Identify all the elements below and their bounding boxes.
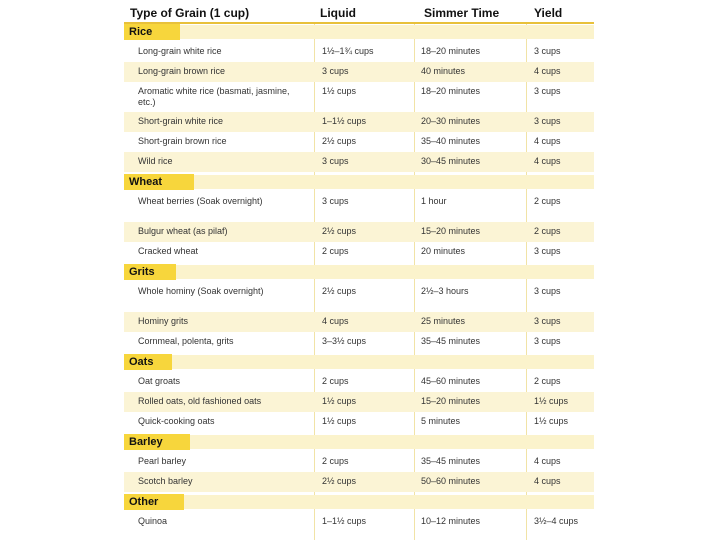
table-row	[124, 242, 594, 262]
section-band	[124, 355, 594, 369]
liquid-cell: 1½ cups	[322, 416, 357, 426]
table-row	[124, 82, 594, 112]
section-title-oats: Oats	[124, 354, 172, 370]
table-row	[124, 312, 594, 332]
header-rule	[124, 22, 594, 24]
yield-cell: 4 cups	[534, 456, 561, 466]
table-row	[124, 512, 594, 532]
yield-cell: 4 cups	[534, 476, 561, 486]
grain-cell: Aromatic white rice (basmati, jasmine, etc.)	[138, 86, 290, 107]
table-row	[124, 152, 594, 172]
simmer-time-cell: 5 minutes	[421, 416, 461, 426]
header-yield: Yield	[534, 6, 563, 20]
yield-cell: 3 cups	[534, 46, 561, 56]
table-row	[124, 372, 594, 392]
grain-cell: Short-grain white rice	[138, 116, 224, 126]
table-row	[124, 42, 594, 62]
liquid-cell: 1½ cups	[322, 86, 357, 96]
simmer-time-cell: 35–40 minutes	[421, 136, 481, 146]
liquid-cell: 3 cups	[322, 66, 349, 76]
section-band	[124, 265, 594, 279]
yield-cell: 3 cups	[534, 286, 561, 296]
simmer-time-cell: 30–45 minutes	[421, 156, 481, 166]
table-row	[124, 192, 594, 222]
liquid-cell: 2½ cups	[322, 476, 357, 486]
grain-cooking-chart	[124, 0, 594, 540]
liquid-cell: 2 cups	[322, 456, 349, 466]
section-band	[124, 495, 594, 509]
table-row	[124, 132, 594, 152]
simmer-time-cell: 25 minutes	[421, 316, 466, 326]
yield-cell: 4 cups	[534, 66, 561, 76]
grain-cell: Hominy grits	[138, 316, 189, 326]
simmer-time-cell: 15–20 minutes	[421, 226, 481, 236]
header-liquid: Liquid	[320, 6, 356, 20]
table-row	[124, 452, 594, 472]
grain-cell: Whole hominy (Soak overnight)	[138, 286, 264, 296]
yield-cell: 4 cups	[534, 136, 561, 146]
section-title-wheat: Wheat	[124, 174, 194, 190]
section-title-other: Other	[124, 494, 184, 510]
yield-cell: 4 cups	[534, 156, 561, 166]
yield-cell: 3½–4 cups	[534, 516, 579, 526]
liquid-cell: 1½ cups	[322, 396, 357, 406]
yield-cell: 2 cups	[534, 196, 561, 206]
yield-cell: 3 cups	[534, 116, 561, 126]
table-row	[124, 112, 594, 132]
liquid-cell: 2½ cups	[322, 226, 357, 236]
simmer-time-cell: 45–60 minutes	[421, 376, 481, 386]
grain-cell: Quick-cooking oats	[138, 416, 215, 426]
liquid-cell: 2½ cups	[322, 136, 357, 146]
yield-cell: 3 cups	[534, 86, 561, 96]
table-row	[124, 412, 594, 432]
yield-cell: 1½ cups	[534, 416, 569, 426]
grain-cell: Long-grain brown rice	[138, 66, 226, 76]
table-row	[124, 62, 594, 82]
simmer-time-cell: 40 minutes	[421, 66, 466, 76]
grain-cell: Long-grain white rice	[138, 46, 222, 56]
grain-cell: Rolled oats, old fashioned oats	[138, 396, 262, 406]
liquid-cell: 2 cups	[322, 246, 349, 256]
section-band	[124, 435, 594, 449]
table-row	[124, 332, 594, 352]
liquid-cell: 2 cups	[322, 376, 349, 386]
section-band	[124, 25, 594, 39]
yield-cell: 3 cups	[534, 246, 561, 256]
simmer-time-cell: 15–20 minutes	[421, 396, 481, 406]
grain-cell: Wheat berries (Soak overnight)	[138, 196, 263, 206]
header-grain: Type of Grain (1 cup)	[130, 6, 250, 20]
simmer-time-cell: 20 minutes	[421, 246, 466, 256]
table-row	[124, 392, 594, 412]
yield-cell: 2 cups	[534, 226, 561, 236]
table-row	[124, 472, 594, 492]
grain-cell: Bulgur wheat (as pilaf)	[138, 226, 228, 236]
grain-cell: Short-grain brown rice	[138, 136, 227, 146]
simmer-time-cell: 10–12 minutes	[421, 516, 481, 526]
liquid-cell: 4 cups	[322, 316, 349, 326]
section-title-rice: Rice	[124, 24, 180, 40]
simmer-time-cell: 18–20 minutes	[421, 46, 481, 56]
liquid-cell: 3 cups	[322, 196, 349, 206]
liquid-cell: 3–3½ cups	[322, 336, 367, 346]
liquid-cell: 1½–1¾ cups	[322, 46, 374, 56]
section-title-barley: Barley	[124, 434, 190, 450]
table-row	[124, 282, 594, 312]
header-simmer-time: Simmer Time	[424, 6, 500, 20]
grain-cell: Wild rice	[138, 156, 173, 166]
grain-cell: Scotch barley	[138, 476, 193, 486]
grain-cell: Oat groats	[138, 376, 181, 386]
liquid-cell: 3 cups	[322, 156, 349, 166]
liquid-cell: 1–1½ cups	[322, 116, 367, 126]
grain-cell: Cornmeal, polenta, grits	[138, 336, 234, 346]
yield-cell: 1½ cups	[534, 396, 569, 406]
simmer-time-cell: 1 hour	[421, 196, 447, 206]
table-header	[124, 0, 594, 24]
grain-cell: Cracked wheat	[138, 246, 199, 256]
simmer-time-cell: 35–45 minutes	[421, 336, 481, 346]
section-title-grits: Grits	[124, 264, 176, 280]
yield-cell: 2 cups	[534, 376, 561, 386]
yield-cell: 3 cups	[534, 316, 561, 326]
grain-cell: Pearl barley	[138, 456, 187, 466]
grain-cell: Quinoa	[138, 516, 168, 526]
section-band	[124, 175, 594, 189]
simmer-time-cell: 20–30 minutes	[421, 116, 481, 126]
table-row	[124, 222, 594, 242]
simmer-time-cell: 2½–3 hours	[421, 286, 469, 296]
simmer-time-cell: 18–20 minutes	[421, 86, 481, 96]
liquid-cell: 2½ cups	[322, 286, 357, 296]
simmer-time-cell: 50–60 minutes	[421, 476, 481, 486]
liquid-cell: 1–1½ cups	[322, 516, 367, 526]
yield-cell: 3 cups	[534, 336, 561, 346]
simmer-time-cell: 35–45 minutes	[421, 456, 481, 466]
